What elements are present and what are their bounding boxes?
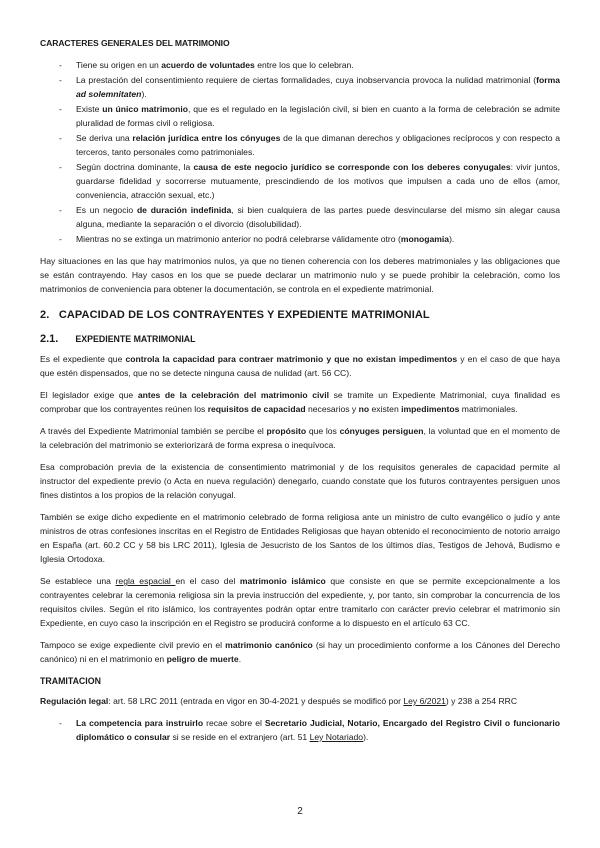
list-item: - Se deriva una relación jurídica entre los cónyuges de la que dimanan derechos y obligaciones recíprocos y con respecto a terceros, tanto personales como patrimoniales. xyxy=(40,131,560,159)
paragraph: Esa comprobación previa de la existencia de consentimiento matrimonial y de los requisitos generales de capacidad permite al instructor del expediente previo (o Acta en nueva regulación) denegarlo, cuando constate que los futuros contrayentes persiguen unos fines distintos a los propios de la relación conyugal. xyxy=(40,462,560,500)
list-item: - Existe un único matrimonio, que es el regulado en la legislación civil, si bien en cuanto a la forma de celebración se admite pluralidad de formas civil o religiosa. xyxy=(40,102,560,130)
list-item: - Mientras no se extinga un matrimonio anterior no podrá celebrarse válidamente otro (monogamia). xyxy=(40,232,560,246)
paragraph-matrimonios-nulos: Hay situaciones en las que hay matrimonios nulos, ya que no tienen coherencia con los deberes matrimoniales y las obligaciones que se están contrayendo. Hay casos en los que se puede declarar un matrimonio nulo y se puede prohibir la celebración, como los matrimonios de conveniencia para obtener la documentación, se controla en el expediente matrimonial. xyxy=(40,256,560,294)
section-2-1-number: 2.1. xyxy=(40,333,59,345)
page-number: 2 xyxy=(297,806,303,817)
paragraph: También se exige dicho expediente en el matrimonio celebrado de forma religiosa ante un ministro de culto evangélico o judío y ante ministros de otras confesiones inscritas en el Registro de Entidades Religiosas que hayan obtenido el reconocimiento de notorio arraigo en España (art. 60.2 CC y 58 bis LRC 2011), Iglesia de Jesucristo de los Santos de los últimos días, Testigos de Jehová, Budismo e Iglesia Ortodoxa. xyxy=(40,512,560,564)
paragraph: A través del Expediente Matrimonial también se percibe el propósito que los cónyuges persiguen, la voluntad que en el momento de la celebración del matrimonio se exteriorizará de forma expresa o inequívoca. xyxy=(40,426,561,450)
list-item: - Tiene su origen en un acuerdo de voluntades entre los que lo celebran. xyxy=(40,58,560,72)
list-item: - La prestación del consentimiento requiere de ciertas formalidades, cuya inobservancia provoca la nulidad matrimonial (forma ad solemnitaten). xyxy=(40,73,560,101)
section-2-number: 2. xyxy=(40,309,50,321)
section-2-heading xyxy=(40,308,560,322)
section-2-1-heading xyxy=(40,332,560,346)
section-2-title: CAPACIDAD DE LOS CONTRAYENTES Y EXPEDIENTE MATRIMONIAL xyxy=(58,309,430,321)
section-2-1-title: EXPEDIENTE MATRIMONIAL xyxy=(75,334,196,344)
heading-tramitacion: TRAMITACION xyxy=(40,676,101,686)
list-item: - Según doctrina dominante, la causa de este negocio jurídico se corresponde con los deberes conyugales: vivir juntos, guardarse fidelidad y socorrerse mutuamente, prescindiendo de los motivos que impulsen a cada uno de ellos (amor, conveniencia, atracción sexual, etc.) xyxy=(40,160,560,202)
paragraph-regulacion-legal: Regulación legal: art. 58 LRC 2011 (entrada en vigor en 30-4-2021 y después se modificó por Ley 6/2021) y 238 a 254 RRC xyxy=(40,696,518,706)
list-item: - La competencia para instruirlo recae sobre el Secretario Judicial, Notario, Encargado del Registro Civil o funcionario diplomático o consular si se reside en el extranjero (art. 51 Ley Notariado). xyxy=(40,716,560,744)
heading-caracteres-generales: CARACTERES GENERALES DEL MATRIMONIO xyxy=(40,38,230,48)
document-page xyxy=(40,36,560,752)
list-item: - Es un negocio de duración indefinida, si bien cualquiera de las partes puede desvincularse del mismo sin alegar causa alguna, mediante la separación o el divorcio (disolubilidad). xyxy=(40,203,560,231)
paragraph: Tampoco se exige expediente civil previo en el matrimonio canónico (si hay un procedimiento conforme a los Cánones del Derecho canónico) ni en el matrimonio en peligro de muerte. xyxy=(40,640,560,664)
paragraph: Es el expediente que controla la capacidad para contraer matrimonio y que no existan impedimentos y en el caso de que haya que estén dispensados, que no se detecte ninguna causa de nulidad (art. 56 CC). xyxy=(40,354,560,378)
paragraph: Se establece una regla espacial en el caso del matrimonio islámico que consiste en que se permite excepcionalmente a los contrayentes celebrar la ceremonia religiosa sin la previa instrucción del expediente, y, por tanto, sin comprobar la concurrencia de los requisitos civiles. Según el rito islámico, los contrayentes podrán optar entre tramitarlo con carácter previo celebrar el matrimonio sin Expediente, en cuyo caso la inscripción en el Registro se producirá conforme a lo dispuesto en el artículo 63 CC. xyxy=(40,576,560,628)
list-caracteres-generales xyxy=(40,58,560,246)
expediente-paragraphs xyxy=(40,352,560,666)
paragraph: El legislador exige que antes de la celebración del matrimonio civil se tramite un Expediente Matrimonial, cuya finalidad es comprobar que los contrayentes reúnen los requisitos de capacidad necesarios y no existen impedimentos matrimoniales. xyxy=(40,390,560,414)
list-tramitacion xyxy=(40,716,560,744)
